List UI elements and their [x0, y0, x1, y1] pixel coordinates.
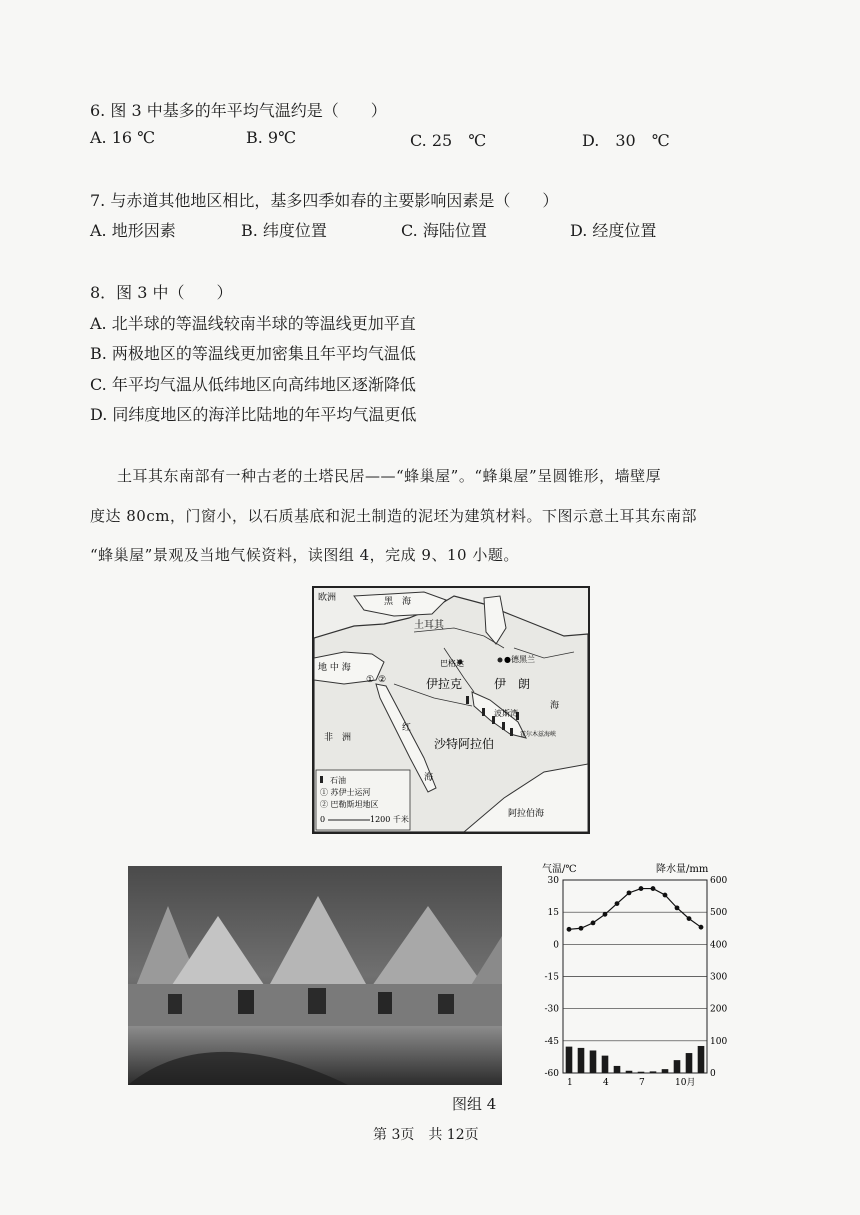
q7-option-d: D. 经度位置 [570, 221, 657, 240]
legend-oil: 石油 [330, 776, 346, 785]
map-label-red-sea-2: 海 [424, 773, 434, 783]
map-label-caspian: 海 [550, 701, 560, 711]
temperature-point [603, 912, 608, 917]
temperature-point [591, 920, 596, 925]
precip-bar [674, 1060, 681, 1073]
question-7-stem: 7. 与赤道其他地区相比，基多四季如春的主要影响因素是（ ） [90, 191, 559, 210]
precip-bar [566, 1047, 573, 1073]
map-label-persian-gulf: 波斯湾 [494, 709, 518, 718]
chart-ylabel-left: 气温/℃ [542, 864, 577, 875]
precip-bar [590, 1050, 597, 1073]
photo-drawing [128, 866, 502, 1085]
chart-xtick: 10月 [675, 1078, 696, 1088]
precip-bar [578, 1048, 585, 1073]
chart-ytick-left: -15 [544, 972, 559, 983]
q6-option-c: C. 25 ℃ [410, 131, 487, 150]
chart-xtick: 4 [603, 1078, 609, 1088]
temperature-point [615, 901, 620, 906]
map-label-black-sea: 黑 海 [384, 597, 412, 607]
temperature-point [651, 886, 656, 891]
map-label-turkey: 土耳其 [414, 620, 444, 631]
map-drawing [314, 588, 588, 832]
chart-ytick-left: 30 [547, 876, 559, 886]
climate-chart [520, 858, 730, 1090]
chart-ytick-right: 0 [710, 1069, 716, 1079]
beehive-house-photo [128, 866, 502, 1085]
oil-legend-icon [320, 776, 323, 783]
q7-option-c: C. 海陆位置 [401, 221, 487, 240]
chart-ytick-right: 500 [710, 908, 728, 919]
map-label-tehran: ●德黑兰 [504, 655, 535, 664]
passage-line-2: 度达 80cm，门窗小，以石质基底和泥土制造的泥坯为建筑材料。下图示意土耳其东南部 [90, 507, 697, 525]
temperature-line [569, 889, 701, 930]
temperature-point [699, 925, 704, 930]
map-label-hormuz: 霍尔木兹海峡 [520, 731, 557, 738]
precip-bar [698, 1046, 705, 1073]
q8-option-b: B. 两极地区的等温线更加密集且年平均气温低 [90, 344, 416, 363]
chart-ytick-left: -60 [544, 1069, 559, 1079]
q6-option-b: B. 9℃ [246, 128, 297, 147]
temperature-point [567, 927, 572, 932]
chart-ytick-left: -30 [544, 1004, 559, 1015]
temperature-point [579, 926, 584, 931]
map-label-circle-1: ① [366, 675, 375, 685]
temperature-point [639, 886, 644, 891]
chart-ytick-right: 400 [710, 940, 728, 951]
legend-palestine: ② 巴勒斯坦地区 [320, 800, 379, 809]
map-label-africa: 非 洲 [324, 733, 352, 743]
chart-ylabel-right: 降水量/mm [656, 864, 709, 875]
q8-option-d: D. 同纬度地区的海洋比陆地的年平均气温更低 [90, 405, 417, 424]
temperature-point [627, 890, 632, 895]
question-6-stem: 6. 图 3 中基多的年平均气温约是（ ） [90, 101, 387, 120]
q6-option-d: D. 30 ℃ [582, 131, 670, 150]
q7-option-a: A. 地形因素 [90, 221, 176, 240]
chart-ytick-right: 200 [710, 1004, 728, 1015]
chart-xtick: 1 [567, 1078, 573, 1088]
q7-option-b: B. 纬度位置 [241, 221, 327, 240]
precip-bar [650, 1071, 657, 1073]
map-label-mediterranean: 地 中 海 [318, 663, 351, 673]
precip-bar [602, 1056, 609, 1073]
temperature-point [687, 916, 692, 921]
middle-east-map [312, 586, 590, 834]
chart-ytick-left: 15 [547, 908, 559, 919]
figure-caption: 图组 4 [452, 1095, 497, 1113]
scale-distance: 1200 千米 [370, 815, 409, 824]
map-label-iraq: 伊拉克 [426, 677, 463, 691]
legend-suez: ① 苏伊士运河 [320, 788, 371, 797]
temperature-point [675, 905, 680, 910]
scale-zero: 0 [320, 815, 326, 824]
map-label-baghdad: 巴格达 [440, 659, 464, 668]
map-label-arabian-sea: 阿拉伯海 [508, 809, 545, 819]
chart-xtick: 7 [639, 1078, 645, 1088]
map-label-circle-2: ② [378, 675, 387, 685]
passage-line-1: 土耳其东南部有一种古老的土塔民居——“蜂巢屋”。“蜂巢屋”呈圆锥形，墙壁厚 [117, 467, 662, 485]
precip-bar [662, 1069, 669, 1073]
map-label-europe: 欧洲 [318, 593, 337, 603]
q8-option-a: A. 北半球的等温线较南半球的等温线更加平直 [90, 314, 416, 333]
question-8-stem: 8．图 3 中（ ） [90, 283, 233, 302]
page-footer: 第 3页 共 12页 [373, 1127, 479, 1143]
chart-ytick-right: 600 [710, 876, 728, 886]
precip-bar [614, 1066, 621, 1073]
precip-bar [638, 1072, 645, 1073]
precip-bar [686, 1053, 693, 1073]
chart-ytick-right: 300 [710, 972, 728, 983]
map-label-red-sea: 红 [402, 723, 412, 733]
q8-option-c: C. 年平均气温从低纬地区向高纬地区逐渐降低 [90, 375, 416, 394]
map-label-saudi-arabia: 沙特阿拉伯 [434, 737, 495, 751]
map-label-iran: 伊 朗 [494, 677, 531, 691]
q6-option-a: A. 16 ℃ [90, 128, 156, 147]
passage-line-3: “蜂巢屋”景观及当地气候资料，读图组 4，完成 9、10 小题。 [90, 546, 519, 564]
chart-ytick-left: 0 [553, 940, 559, 951]
temperature-point [663, 893, 668, 898]
precip-bar [626, 1071, 633, 1073]
chart-ytick-right: 100 [710, 1036, 728, 1047]
climate-chart-svg [520, 858, 730, 1090]
chart-ytick-left: -45 [544, 1036, 559, 1047]
